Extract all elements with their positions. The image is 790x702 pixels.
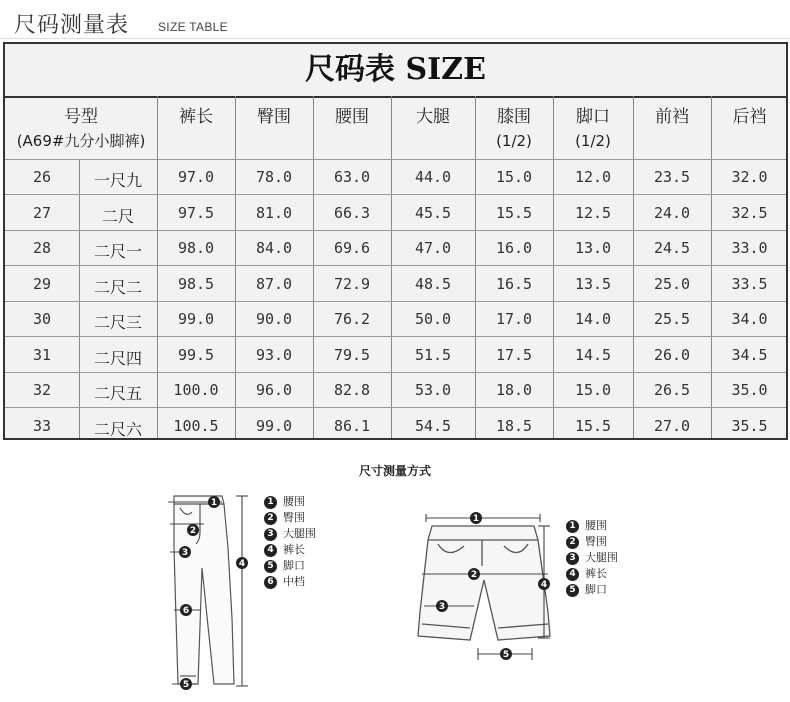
row-divider (5, 159, 786, 160)
row-value-cell: 81.0 (255, 203, 293, 222)
row-value-cell: 15.5 (495, 203, 533, 222)
shorts-legend-label: 臀围 (585, 535, 607, 548)
pants-legend-item (264, 510, 316, 526)
number-badge-icon: 3 (566, 552, 579, 565)
pants-legend-item (264, 542, 316, 558)
pants-legend-label: 大腿围 (283, 527, 316, 540)
row-value-cell: 97.5 (177, 203, 215, 222)
row-chinese-size-cell: 二尺五 (93, 384, 142, 403)
page-header (0, 0, 790, 40)
svg-text:1: 1 (472, 514, 480, 524)
row-size-cell: 28 (32, 239, 52, 257)
row-value-cell: 24.5 (653, 239, 691, 257)
row-chinese-size-cell: 二尺二 (93, 277, 142, 297)
pants-legend-item (264, 558, 316, 574)
row-value-cell: 86.1 (333, 416, 371, 435)
row-chinese-size-cell: 二尺一 (93, 242, 142, 261)
table-title: 尺码表 SIZE (5, 44, 786, 98)
svg-text:5: 5 (182, 680, 190, 690)
row-value-cell: 23.5 (653, 168, 691, 186)
row-value-cell: 45.5 (414, 203, 452, 222)
shorts-legend-label: 脚口 (585, 583, 607, 596)
shorts-legend-item (566, 534, 618, 550)
row-value-cell: 97.0 (177, 168, 215, 186)
number-badge-icon: 1 (264, 496, 277, 509)
row-value-cell: 15.5 (574, 416, 612, 435)
header-divider (0, 38, 790, 39)
row-value-cell: 25.0 (653, 274, 691, 293)
pants-legend-label: 中档 (283, 575, 305, 588)
svg-text:3: 3 (181, 548, 189, 558)
shorts-legend-label: 裤长 (585, 567, 607, 580)
pants-legend (264, 494, 316, 590)
svg-text:6: 6 (182, 606, 190, 616)
number-badge-icon: 2 (566, 536, 579, 549)
row-value-cell: 16.0 (495, 239, 533, 257)
row-value-cell: 14.5 (574, 345, 612, 364)
page-title: 尺码测量表 (14, 13, 130, 38)
row-value-cell: 33.0 (731, 239, 768, 257)
shorts-legend-label: 大腿围 (585, 551, 618, 564)
row-value-cell: 48.5 (414, 274, 452, 293)
row-value-cell: 90.0 (255, 310, 293, 328)
row-size-cell: 27 (32, 203, 52, 222)
row-value-cell: 99.0 (255, 416, 293, 435)
row-value-cell: 96.0 (255, 381, 293, 399)
row-size-cell: 30 (32, 310, 52, 328)
row-divider (5, 194, 786, 195)
row-value-cell: 18.0 (495, 381, 533, 399)
row-divider (5, 407, 786, 408)
row-value-cell: 98.0 (177, 239, 215, 257)
number-badge-icon: 4 (264, 544, 277, 557)
svg-text:4: 4 (540, 580, 548, 590)
shorts-legend-label: 腰围 (585, 519, 607, 532)
row-value-cell: 32.5 (731, 203, 768, 222)
row-chinese-size-cell: 二尺 (101, 206, 134, 226)
row-size-cell: 33 (32, 416, 52, 435)
row-divider (5, 372, 786, 373)
pants-diagram (160, 488, 260, 693)
row-value-cell: 15.0 (574, 381, 612, 399)
number-badge-icon: 1 (566, 520, 579, 533)
row-value-cell: 100.0 (173, 381, 219, 399)
row-chinese-size-cell: 一尺九 (93, 171, 142, 190)
pants-legend-item (264, 494, 316, 510)
pants-legend-label: 腰围 (283, 495, 305, 508)
row-value-cell: 47.0 (414, 239, 452, 257)
row-value-cell: 50.0 (414, 310, 452, 328)
row-value-cell: 63.0 (333, 168, 371, 186)
svg-text:3: 3 (438, 602, 446, 612)
row-value-cell: 54.5 (414, 416, 452, 435)
shorts-legend (566, 518, 618, 598)
row-value-cell: 15.0 (495, 168, 533, 186)
svg-text:2: 2 (189, 526, 197, 536)
row-size-cell: 26 (32, 168, 52, 186)
row-value-cell: 18.5 (495, 416, 533, 435)
row-value-cell: 17.5 (495, 345, 533, 364)
row-value-cell: 99.5 (177, 345, 215, 364)
header-size-type: 号型 (64, 107, 98, 127)
row-value-cell: 14.0 (574, 310, 612, 328)
row-value-cell: 76.2 (333, 310, 371, 328)
header-front-rise: 前裆 (655, 107, 689, 127)
row-value-cell: 33.5 (731, 274, 768, 293)
row-value-cell: 98.5 (177, 274, 215, 293)
row-value-cell: 69.6 (333, 239, 371, 257)
header-back-rise: 后裆 (732, 107, 767, 127)
header-hem-sub: (1/2) (575, 132, 611, 150)
row-value-cell: 84.0 (255, 239, 293, 257)
header-thigh: 大腿 (416, 107, 450, 127)
row-chinese-size-cell: 二尺三 (93, 313, 142, 332)
number-badge-icon: 5 (264, 560, 277, 573)
number-badge-icon: 3 (264, 528, 277, 541)
row-size-cell: 29 (32, 274, 52, 293)
number-badge-icon: 6 (264, 576, 277, 589)
pants-legend-label: 臀围 (283, 511, 305, 524)
row-value-cell: 44.0 (414, 168, 452, 186)
row-value-cell: 66.3 (333, 203, 371, 222)
svg-text:5: 5 (502, 650, 510, 660)
header-hem: 脚口 (576, 107, 610, 127)
row-value-cell: 34.5 (731, 345, 768, 364)
row-value-cell: 87.0 (255, 274, 293, 293)
row-value-cell: 78.0 (255, 168, 293, 186)
row-value-cell: 79.5 (333, 345, 371, 364)
row-value-cell: 26.5 (653, 381, 691, 399)
row-value-cell: 35.5 (731, 416, 768, 435)
row-value-cell: 12.0 (574, 168, 612, 186)
row-value-cell: 27.0 (653, 416, 691, 435)
header-pants-length: 裤长 (179, 107, 213, 127)
row-value-cell: 51.5 (414, 345, 452, 364)
diagram-title: 尺寸测量方式 (358, 464, 431, 478)
row-value-cell: 26.0 (653, 345, 691, 364)
row-value-cell: 34.0 (731, 310, 768, 328)
row-value-cell: 35.0 (731, 381, 768, 399)
pants-legend-label: 裤长 (283, 543, 305, 556)
row-divider (5, 336, 786, 337)
header-hip: 臀围 (257, 107, 291, 127)
row-value-cell: 93.0 (255, 345, 293, 364)
row-value-cell: 32.0 (731, 168, 768, 186)
row-value-cell: 12.5 (574, 203, 612, 222)
shorts-diagram (408, 508, 558, 668)
row-value-cell: 53.0 (414, 381, 452, 399)
row-chinese-size-cell: 二尺四 (93, 348, 142, 368)
number-badge-icon: 4 (566, 568, 579, 581)
shorts-legend-item (566, 550, 618, 566)
number-badge-icon: 2 (264, 512, 277, 525)
row-value-cell: 17.0 (495, 310, 533, 328)
row-chinese-size-cell: 二尺六 (93, 419, 142, 439)
svg-text:1: 1 (210, 498, 218, 508)
row-value-cell: 99.0 (177, 310, 215, 328)
pants-legend-item (264, 574, 316, 590)
number-badge-icon: 5 (566, 584, 579, 597)
shorts-legend-item (566, 518, 618, 534)
row-size-cell: 32 (32, 381, 52, 399)
row-value-cell: 100.5 (173, 416, 219, 435)
shorts-legend-item (566, 566, 618, 582)
shorts-legend-item (566, 582, 618, 598)
row-divider (5, 265, 786, 266)
header-knee-sub: (1/2) (496, 132, 532, 150)
row-size-cell: 31 (32, 345, 52, 364)
svg-text:4: 4 (238, 559, 246, 569)
header-waist: 腰围 (335, 107, 369, 127)
row-value-cell: 72.9 (333, 274, 371, 293)
row-value-cell: 25.5 (653, 310, 691, 328)
svg-text:2: 2 (470, 570, 478, 580)
pants-legend-item (264, 526, 316, 542)
header-knee: 膝围 (497, 107, 531, 127)
row-value-cell: 82.8 (333, 381, 371, 399)
row-value-cell: 24.0 (653, 203, 691, 222)
pants-legend-label: 脚口 (283, 559, 305, 572)
header-model: (A69#九分小脚裤) (16, 132, 146, 150)
row-value-cell: 13.5 (574, 274, 612, 293)
size-table (3, 42, 788, 440)
page-subtitle: SIZE TABLE (158, 20, 228, 34)
row-value-cell: 13.0 (574, 239, 612, 257)
row-divider (5, 230, 786, 231)
row-value-cell: 16.5 (495, 274, 533, 293)
row-divider (5, 301, 786, 302)
